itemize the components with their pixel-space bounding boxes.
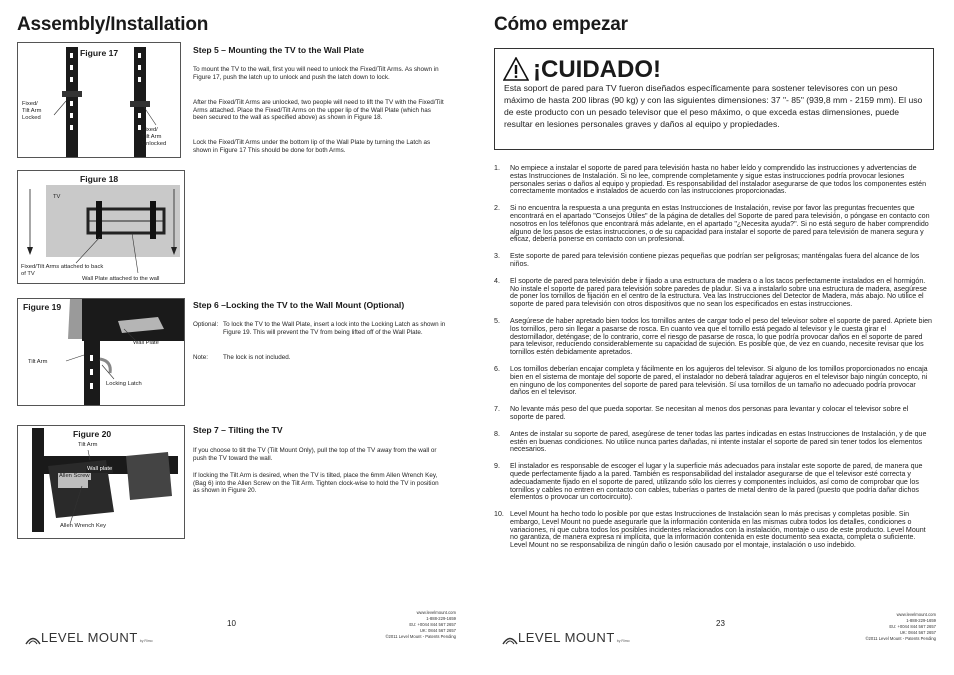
contact-website: www.levelmount.com [416,610,456,615]
callout-arms-attached: Fixed/Tilt Arms attached to back of TV [21,264,104,277]
list-item-text: El instalador es responsable de escoger el lugar y la superficie más adecuados para instalar este soporte de pared, de manera que quede perfectamente fijado a la pared. También es responsabilidad del instalador asegurarse de que el televisor esté correcta y adecuadamente fijado en el soporte de pared, utilizando sólo los cierres y componentes incluidos, así como de comprobar que los tornillos y cables no entren en contacto con cables, tuberías o partes de metal dentro de la pared (puesto que podría dañar dichos elementos o provocar un cortocircuito). [510,462,923,502]
figure-17 [17,42,181,158]
contact-website: www.levelmount.com [896,612,936,617]
brand-sub: by Rimo [616,639,630,643]
list-item-number: 4. [494,276,500,285]
step-5-paragraph-1: To mount the TV to the wall, first you will need to unlock the Fixed/Tilt Arms. As shown in Figure 17, push the latch up to unlock and push the latch down to lock. [193,66,439,81]
step-5-paragraph-2: After the Fixed/Tilt Arms are unlocked, two people will need to lift the TV with the Fixed/Tilt Arms attached. Place the Fixed/Tilt Arms on the upper lip of the Wall Plate (which has been secured to the wall as specified above) as shown in Figure 18. [193,99,444,122]
list-item [494,165,932,196]
page-title-left: Assembly/Installation [17,14,209,35]
figure-17-label: Figure 17 [80,48,119,58]
step-6-note-label: Note: [193,354,209,361]
list-item [494,463,932,502]
callout-allen-screw: Allen Screw [59,473,90,479]
page-title-right: Cómo empezar [494,14,628,35]
list-item-text: Este soporte de pared para televisión contiene piezas pequeñas que podrían ser peligrosas; manténgalas fuera del alcance de los niños. [510,252,920,268]
level-mount-logo-icon [502,635,518,645]
instructions-list [494,165,932,559]
contact-copyright: ©2011 Level Mount - Patents Pending [385,634,456,639]
list-item [494,253,932,269]
callout-tv: TV [53,194,61,200]
list-item [494,205,932,244]
contact-phone: 1-888-229-1659 [906,618,936,623]
list-item-text: El soporte de pared para televisión debe ir fijado a una estructura de madera o a los tacos perfectamente instalados en el hormigón. No instale el soporte de pared para televisión sobre paredes de pladur. Si va a instalarlo sobre una estructura de madera, asegúrese de poner los tornillos de fijación en el centro de la estructura. Vea las Instrucciones del Detector de Madera, más abajo. No utilice el soporte de pared para televisión con otros dispositivos que no sean los especificados en estas instrucciones. [510,276,927,309]
brand-logo-right [502,630,630,645]
list-item-number: 8. [494,429,500,438]
figure-19-label: Figure 19 [23,302,62,312]
callout-locking-latch: Locking Latch [106,381,142,387]
list-item-number: 6. [494,364,500,373]
warning-triangle-icon [503,57,529,81]
list-item-number: 7. [494,405,500,414]
callout-tilt-arm: Tilt Arm [28,359,48,365]
list-item-number: 5. [494,316,500,325]
brand-logo-left [25,630,153,645]
callout-wall-plate: Wall Plate [133,340,159,346]
list-item [494,366,932,397]
step-7-paragraph-2: If locking the Tilt Arm is desired, when the TV is tilted, place the 6mm Allen Wrench Key, (Bag 6) into the Allen Screw on the Tilt Arm. Tighten clock-wise to hold the TV in position as shown in Figure 20. [193,472,439,495]
step-6-title: Step 6 –Locking the TV to the Wall Mount (Optional) [193,300,405,310]
list-item-text: Level Mount ha hecho todo lo posible por que estas Instrucciones de Instalación sean lo más precisas y completas posible. Sin embargo, Level Mount no puede asegurarle que la información contenida en las mismas cubra todos los detalles, condiciones o variaciones, ni que cubra todos los posibles incidentes relacionados con la instalación, montaje o uso de este producto. Level Mount no garantiza, de manera expresa ni implícita, que la información contenida en este documento sea exacta, completa o suficiente. Level Mount no se responsabiliza de ningún daño o lesión causado por el montaje, instalación o uso indebido. [510,510,926,550]
contact-eu: EU: +0044 844 567 2657 [409,622,456,627]
list-item-text: Asegúrese de haber apretado bien todos los tornillos antes de cargar todo el peso del televisor sobre el soporte de pared. Apriete bien los tornillos, pero sin llegar a pasarse de rosca. En cuanto vea que el tornillo está pegado al televisor y le cuesta girar el destornillador, deténgase; de lo contrario, corre el riesgo de pasarse de rosca, lo que podría provocar daños en el soporte de pared para televisor, reduciendo considerablemente su capacidad de sujeción. Es posible que, de vez en cuando, necesite revisar que los tornillos estén debidamente apretados. [510,316,932,357]
contact-phone: 1-888-229-1659 [426,616,456,621]
figure-20-label: Figure 20 [73,429,112,439]
contact-info-left [360,610,456,640]
level-mount-logo-icon [25,635,41,645]
figure-18 [17,170,185,284]
callout-wall-plate-fig20: Wall plate [87,466,113,472]
brand-name: LEVEL MOUNT [518,630,615,645]
list-item-number: 2. [494,204,500,213]
warning-body: Esta soport de pared para TV fueron diseñados específicamente para sostener televisores con un peso máximo de hasta 200 libras (90 kg) y con las siguientes dimensiones: 37 "- 85" (939,8 mm - 2159 mm). El uso de este producto con un pesado televisor que el peso máximo, o que exceda estas dimensiones, puede resultar en lesiones personales graves y daños al equipo y propiedades. [504,83,923,129]
figure-19 [17,298,185,406]
step-6-optional-label: Optional: [193,321,219,328]
list-item [494,406,932,422]
page-number-right: 23 [716,619,725,628]
list-item-number: 3. [494,252,500,261]
list-item-text: Los tornillos deberían encajar completa y fácilmente en los agujeros del televisor. Si alguno de los tornillos proporcionados no encaja bien en el sistema de montaje del soporte de pared, el instalador no deberá taladrar agujeros en el televisor bajo ningún concepto, ni en ninguno de los componentes del soporte de pared para televisión. Sí usa tornillos de un tamaño no adecuado podría provocar daños en el televisor. [510,364,928,397]
list-item-number: 10. [494,510,504,519]
step-5-title: Step 5 – Mounting the TV to the Wall Plate [193,45,365,55]
step-6-note-text: The lock is not included. [223,354,291,361]
callout-tilt-arm-fig20: Tilt Arm [78,442,98,448]
list-item-text: Si no encuentra la respuesta a una pregunta en estas Instrucciones de Instalación, revise por favor las preguntas frecuentes que encontrará en el apartado "Consejos Útiles" de la página de detalles del Soporte de pared para televisión, o póngase en contacto con nosotros en los teléfonos que encontrará más adelante, en el apartado "¿Necesita ayuda?". Si no está seguro de haber comprendido alguno de los pasos de estas instrucciones, o de su capacidad para instalar el soporte de pared para televisión de manera segura y eficaz, debería ponerse en contacto con un profesional. [510,204,930,244]
step-7-title: Step 7 – Tilting the TV [193,425,283,435]
contact-copyright: ©2011 Level Mount - Patents Pending [865,636,936,641]
list-item [494,511,932,550]
step-7-paragraph-1: If you choose to tilt the TV (Tilt Mount Only), pull the top of the TV away from the wall or push the TV toward the wall. [193,447,437,462]
contact-uk: UK: 0844 567 2657 [419,628,456,633]
list-item [494,431,932,454]
list-item-text: No empiece a instalar el soporte de pared para televisión hasta no haber leído y comprendido las instrucciones y advertencias de estas Instrucciones de Instalación. Si no lee, comprende completamente y sigue estas instrucciones podría provocar lesiones personales serias o daños al equipo y propiedad. Es responsabilidad del instalador asegurarse de que todos los componentes estén correctamente montados e instalados de acuerdo con las instrucciones proporcionadas. [510,164,927,196]
list-item-number: 1. [494,164,500,172]
figure-18-label: Figure 18 [80,174,119,184]
contact-eu: EU: +0044 844 567 2657 [889,624,936,629]
list-item [494,278,932,309]
callout-tilt-arm-unlocked: Fixed/ Tilt Arm Unlocked [142,127,167,147]
page-number-left: 10 [227,619,236,628]
figure-20 [17,425,185,539]
brand-sub: by Rimo [139,639,153,643]
contact-info-right [840,612,936,642]
callout-allen-wrench-key: Allen Wrench Key [60,523,106,529]
callout-tilt-arm-locked: Fixed/ Tilt Arm Locked [22,101,42,121]
contact-uk: UK: 0844 567 2657 [899,630,936,635]
callout-wall-plate-attached: Wall Plate attached to the wall [82,276,160,282]
brand-name: LEVEL MOUNT [41,630,138,645]
list-item-number: 9. [494,462,500,471]
list-item-text: Antes de instalar su soporte de pared, asegúrese de tener todas las partes indicadas en estas Instrucciones de Instalación, y de que estén en buenas condiciones. No utilice nunca partes dañadas, ni intente instalar el soporte de pared sin tener todos los elementos necesarios. [510,429,927,454]
step-6-optional-text: To lock the TV to the Wall Plate, insert a lock into the Locking Latch as shown in Figure 19. This will prevent the TV from being lifted off of the Wall Plate. [223,321,446,336]
warning-box [494,48,934,150]
step-5-paragraph-3: Lock the Fixed/Tilt Arms under the bottom lip of the Wall Plate by turning the Latch as shown in Figure 17 This should be done for both Arms. [193,139,431,154]
figure-19-illustration [18,299,185,406]
list-item [494,318,932,357]
list-item-text: No levante más peso del que pueda soportar. Se necesitan al menos dos personas para levantar y colocar el televisor sobre el soporte de pared. [510,405,909,421]
warning-title: ¡CUIDADO! [533,56,661,83]
